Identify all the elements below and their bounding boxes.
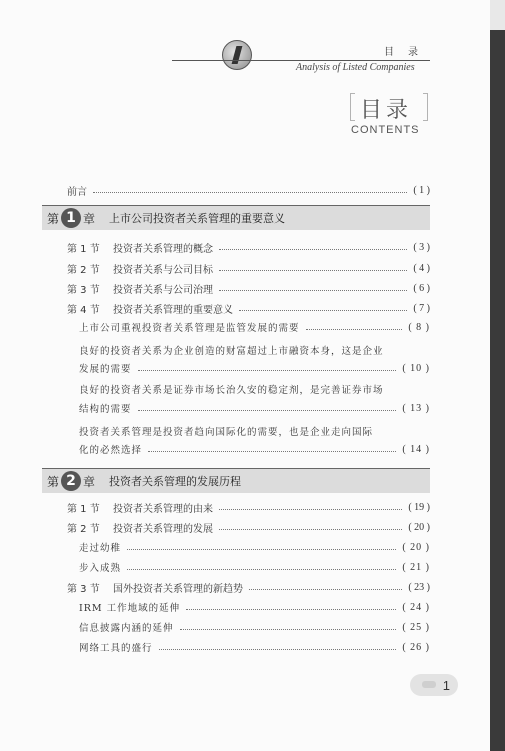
entry-page: ( 8 ) [408,321,430,333]
entry-page: ( 19 ) [408,501,430,513]
leader-dots [219,249,407,250]
chapter-suffix: 章 [83,474,96,489]
toc-entry-section[interactable] [67,500,430,514]
leader-dots [219,529,402,530]
entry-page: ( 14 ) [402,443,430,455]
chapter-2-banner[interactable] [42,469,430,493]
toc-entry-section[interactable] [67,580,430,594]
entry-title: 国外投资者关系管理的新趋势 [113,583,243,595]
entry-title: 上市公司重视投资者关系管理是监管发展的需要 [79,323,300,334]
leader-dots [159,649,397,650]
toc-entry-subsection[interactable] [79,560,430,574]
entry-page: ( 25 ) [402,621,430,633]
chapter-number-badge: 1 [61,208,81,228]
entry-title: 投资者关系与公司目标 [113,264,213,276]
toc-entry-subsection[interactable] [79,620,430,634]
entry-page: ( 10 ) [402,362,430,374]
section-number: 第 1 节 [67,503,100,515]
leader-dots [127,569,396,570]
chapter-1-banner[interactable] [42,206,430,230]
toc-entry-section[interactable] [67,301,430,315]
toc-entry-section[interactable] [67,240,430,254]
publisher-logo-icon [222,40,252,70]
leader-dots [93,192,407,193]
entry-title: 投资者关系管理的概念 [113,243,213,255]
section-number: 第 4 节 [67,304,100,316]
entry-title: 信息披露内涵的延伸 [79,623,174,634]
leader-dots [186,609,396,610]
entry-page: ( 4 ) [413,262,430,274]
entry-page: ( 24 ) [402,601,430,613]
leader-dots [127,549,396,550]
bracket-right-icon [423,93,428,121]
subsection-line[interactable]: 投资者关系管理是投资者趋向国际化的需要，也是企业走向国际 [79,427,374,438]
entry-page: ( 21 ) [402,561,430,573]
toc-entry-subsection[interactable] [79,600,430,614]
subsection-line[interactable]: 良好的投资者关系为企业创造的财富超过上市融资本身，这是企业 [79,346,384,357]
section-number: 第 3 节 [67,583,100,595]
entry-page: ( 13 ) [402,402,430,414]
entry-title: 投资者关系管理的发展 [113,523,213,535]
toc-entry-section[interactable] [67,520,430,534]
toc-entry-subsection[interactable] [79,640,430,654]
chapter-prefix: 第 [47,211,60,226]
entry-page: ( 23 ) [408,581,430,593]
leader-dots [239,310,407,311]
entry-page: ( 26 ) [402,641,430,653]
toc-entry-subsection[interactable] [79,442,430,456]
leader-dots [219,509,402,510]
entry-page: ( 1 ) [413,184,430,196]
section-number: 第 2 节 [67,264,100,276]
entry-page: ( 20 ) [408,521,430,533]
bracket-left-icon [350,93,355,121]
chapter-suffix: 章 [83,211,96,226]
toc-entry-section[interactable] [67,261,430,275]
chapter-number-badge: 2 [61,471,81,491]
section-number: 第 2 节 [67,523,100,535]
toc-entry-subsection[interactable] [79,401,430,415]
entry-title: 步入成熟 [79,563,122,574]
entry-title-continued: 化的必然选择 [79,445,143,456]
entry-page: ( 7 ) [413,302,430,314]
subsection-line[interactable]: 良好的投资者关系是证券市场长治久安的稳定剂，是完善证券市场 [79,385,384,396]
entry-title: 前言 [67,186,87,198]
entry-title: IRM 工作地域的延伸 [79,603,181,614]
toc-entry-section[interactable] [67,281,430,295]
entry-title: 走过幼稚 [79,543,122,554]
toc-subtitle: CONTENTS [351,124,420,136]
toc-entry-subsection[interactable] [79,540,430,554]
entry-title: 投资者关系管理的重要意义 [113,304,233,316]
chapter-prefix: 第 [47,474,60,489]
entry-title: 投资者关系管理的由来 [113,503,213,515]
spine-top-edge [490,0,505,30]
toc-entry-subsection[interactable] [79,361,430,375]
leader-dots [306,329,403,330]
running-header-section: 目录 [384,47,432,58]
page-number-tab [410,674,458,696]
leader-dots [180,629,397,630]
section-number: 第 3 节 [67,284,100,296]
leader-dots [138,370,397,371]
entry-page: ( 20 ) [402,541,430,553]
entry-title: 网络工具的盛行 [79,643,153,654]
entry-page: ( 3 ) [413,241,430,253]
entry-title-continued: 发展的需要 [79,364,132,375]
page-number: 1 [442,677,450,693]
entry-title-continued: 结构的需要 [79,404,132,415]
chapter-title: 投资者关系管理的发展历程 [109,475,242,488]
running-header-subtitle: Analysis of Listed Companies [296,62,415,73]
folio-mark-icon [422,681,436,688]
entry-page: ( 6 ) [413,282,430,294]
leader-dots [219,290,407,291]
section-number: 第 1 节 [67,243,100,255]
book-spine [490,0,505,751]
chapter-title: 上市公司投资者关系管理的重要意义 [109,212,286,225]
toc-entry-preface[interactable] [67,183,430,197]
toc-title: 目录 [360,98,413,123]
toc-heading [350,93,430,123]
leader-dots [219,270,407,271]
leader-dots [138,410,397,411]
entry-title: 投资者关系与公司治理 [113,284,213,296]
leader-dots [249,589,402,590]
toc-entry-subsection[interactable] [79,320,430,334]
header-rule [172,60,430,61]
leader-dots [148,451,396,452]
